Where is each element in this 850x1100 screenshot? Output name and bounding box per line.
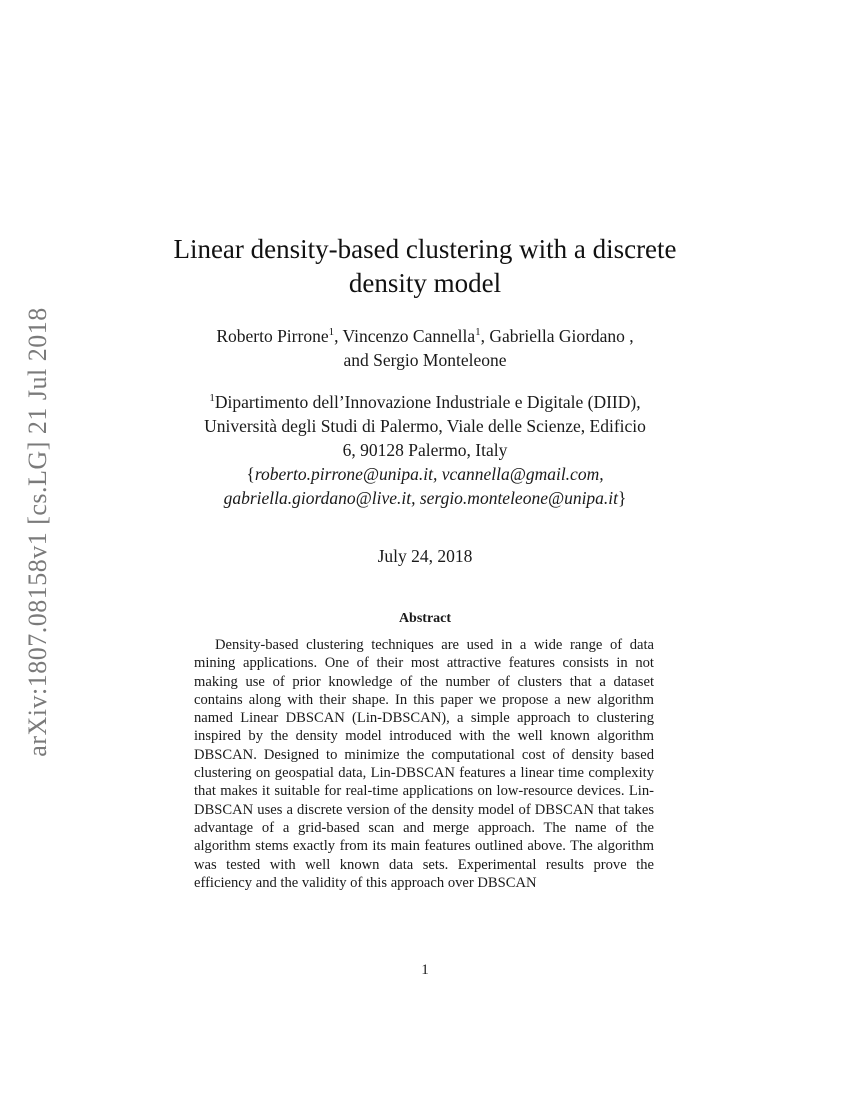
email-list-1[interactable]: roberto.pirrone@unipa.it, vcannella@gmail.com, [254, 464, 604, 484]
affiliation-mark: 1 [209, 392, 215, 404]
email-list-2[interactable]: gabriella.giordano@live.it, sergio.monteleone@unipa.it [223, 488, 619, 508]
title-line-1: Linear density-based clustering with a discrete [173, 234, 677, 264]
title-line-2: density model [348, 268, 502, 298]
affiliation-line-2: Università degli Studi di Palermo, Viale delle Scienze, Edificio [204, 416, 646, 436]
abstract-heading: Abstract [398, 611, 452, 626]
paper-title [140, 232, 710, 300]
author-cannella: , Vincenzo Cannella [334, 326, 476, 346]
arxiv-identifier-stamp[interactable]: arXiv:1807.08158v1 [cs.LG] 21 Jul 2018 [23, 307, 52, 757]
email-line-2 [140, 486, 710, 510]
affiliation-block [140, 390, 710, 510]
author-giordano: , Gabriella Giordano , [480, 326, 634, 346]
affiliation-line-1 [140, 390, 710, 414]
open-brace: { [246, 464, 255, 484]
author-affiliation-mark: 1 [328, 326, 335, 338]
close-brace: } [618, 488, 627, 508]
paper-date: July 24, 2018 [377, 546, 473, 566]
author-line-2: and Sergio Monteleone [343, 350, 507, 370]
author-line-1 [140, 324, 710, 348]
affiliation-department: Dipartimento dell’Innovazione Industriale e Digitale (DIID), [214, 392, 641, 412]
author-list [140, 324, 710, 372]
affiliation-line-3: 6, 90128 Palermo, Italy [342, 440, 508, 460]
email-line-1 [140, 462, 710, 486]
author-pirrone: Roberto Pirrone [216, 326, 329, 346]
abstract-text: Density-based clustering techniques are used in a wide range of data mining applications. One of their most attractive features consists in not making use of prior knowledge of the number of clusters that a dataset contains along with their shape. In this paper we propose a new algorithm named Linear DBSCAN (Lin-DBSCAN), a simple approach to clustering inspired by the density model introduced with the well known algorithm DBSCAN. Designed to minimize the computational cost of density based clustering on geospatial data, Lin-DBSCAN features a linear time complexity that makes it suitable for real-time applications on low-resource devices. Lin-DBSCAN uses a discrete version of the density model of DBSCAN that takes advantage of a grid-based scan and merge approach. The name of the algorithm stems exactly from its main features outlined above. The algorithm was tested with well known data sets. Experimental results prove the efficiency and the validity of this approach over DBSCAN [194, 637, 654, 891]
author-affiliation-mark: 1 [475, 326, 481, 338]
page-number: 1 [421, 962, 429, 978]
